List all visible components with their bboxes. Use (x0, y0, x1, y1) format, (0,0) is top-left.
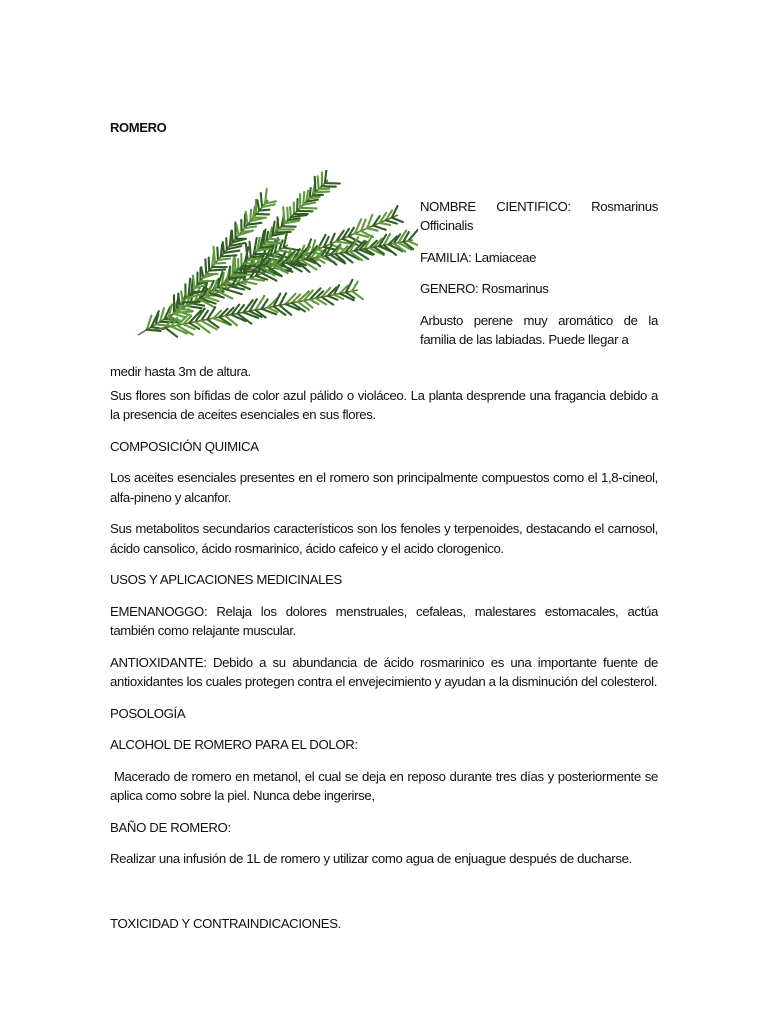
heading-alcohol: ALCOHOL DE ROMERO PARA EL DOLOR: (110, 737, 358, 752)
sprig-leaf (183, 301, 200, 302)
sprig-leaf (251, 256, 264, 257)
description-continuation: medir hasta 3m de altura. (110, 363, 251, 379)
intro-block (110, 162, 658, 379)
paragraph-emenagogo: EMENANOGGO: Relaja los dolores menstruales, cefaleas, malestares estomacales, actúa también como relajante muscular. (110, 603, 658, 638)
sprig-leaf (316, 191, 330, 192)
family: FAMILIA: Lamiaceae (420, 249, 537, 265)
sprig-leaf (257, 200, 259, 211)
sprig-leaf (236, 224, 238, 235)
sprig-leaf (392, 217, 403, 222)
sprig-leaf (215, 262, 225, 263)
heading-posology: POSOLOGÍA (110, 705, 186, 721)
sprig-leaf (221, 255, 237, 256)
sprig-leaf (269, 238, 279, 239)
genus: GENERO: Rosmarinus (420, 281, 549, 296)
spacer (110, 881, 658, 914)
sprig-leaf (209, 269, 225, 270)
sprig-leaf (223, 242, 224, 253)
scientific-info (420, 197, 658, 350)
description-start: Arbusto perene muy aromático de la familia de las labiadas. Puede llegar a (420, 312, 658, 347)
paragraph-maceration: Macerado de romero en metanol, el cual se deja en reposo durante tres días y posteriormente se aplica como sobre la piel. Nunca debe ingerirse, (110, 768, 662, 803)
paragraph-oils: Los aceites esenciales presentes en el romero son principalmente compuestos como el 1,8-cineol, alfa-pineno y alcanfor. (110, 470, 658, 505)
sprig-leaf (250, 241, 251, 257)
sprig-leaf (287, 207, 288, 219)
paragraph-infusion: Realizar una infusión de 1L de romero y utilizar como agua de enjuague después de ducharse. (110, 851, 632, 866)
sprig-leaf (313, 194, 323, 195)
sprig-leaf (300, 207, 316, 208)
sprig-leaf (173, 313, 185, 317)
sprig-leaf (322, 186, 336, 187)
scientific-name: NOMBRE CIENTIFICO: Rosmarinus Officinalis (420, 198, 658, 233)
sprig-leaf (235, 256, 236, 272)
sprig-leaf (276, 231, 291, 232)
document-title: ROMERO (110, 120, 167, 135)
sprig-leaf (318, 176, 319, 189)
sprig-leaf (253, 206, 255, 217)
sprig-leaf (232, 274, 246, 275)
body-text (110, 386, 662, 934)
sprig-leaf (386, 220, 397, 223)
sprig-leaf (209, 257, 210, 270)
sprig-leaf (242, 231, 253, 232)
sprig-leaf (315, 176, 316, 192)
document-content (110, 118, 662, 945)
sprig-leaf (174, 311, 193, 312)
sprig-leaf (259, 209, 269, 210)
sprig-leaf (221, 244, 222, 256)
sprig-leaf (297, 199, 298, 211)
sprig-leaf (303, 192, 304, 205)
sprig-leaf (218, 258, 230, 260)
paragraph-flowers: Sus flores son bífidas de color azul pálido o violáceo. La planta desprende una fragancia debido a la presencia de aceites esenciales en sus flores. (110, 387, 658, 422)
heading-bath: BAÑO DE ROMERO: (110, 819, 231, 835)
heading-uses: USOS Y APLICACIONES MEDICINALES (110, 572, 342, 587)
heading-toxicity: TOXICIDAD Y CONTRAINDICACIONES. (110, 915, 341, 931)
sprig-leaf (217, 247, 218, 259)
sprig-leaf (232, 258, 233, 275)
sprig-leaf (229, 266, 230, 278)
sprig-leaf (181, 291, 183, 302)
sprig-leaf (193, 275, 195, 288)
sprig-leaf (290, 207, 291, 217)
rosemary-image (128, 170, 418, 346)
sprig-leaf (246, 211, 248, 224)
sprig-leaf (205, 259, 206, 274)
sprig-leaf (225, 289, 242, 294)
sprig-leaf (277, 217, 278, 229)
sprig-leaf (310, 188, 311, 199)
sprig-leaf (232, 230, 233, 242)
sprig-leaf (319, 188, 329, 189)
sprig-leaf (245, 214, 246, 228)
sprig-leaf (242, 265, 256, 266)
heading-composition: COMPOSICIÓN QUIMICA (110, 438, 259, 454)
sprig-leaf (367, 228, 378, 231)
sprig-leaf (156, 324, 172, 326)
sprig-leaf (266, 241, 281, 242)
sprig-leaf (238, 268, 248, 269)
sprig-leaf (261, 193, 262, 207)
sprig-leaf (226, 238, 227, 249)
paragraph-metabolites: Sus metabolitos secundarios característicos son los fenoles y terpenoides, destacando el carnosol, ácido cansolico, ácido rosmarinico, ácido cafeico y el acido clorogenico. (110, 521, 658, 556)
sprig-leaf (250, 209, 251, 221)
sprig-leaf (380, 222, 391, 224)
paragraph-antioxidant: ANTIOXIDANTE: Debido a su abundancia de ácido rosmarinico es una importante fuente de antioxidantes los cuales protegen contra el envejecimiento y ayudan a la disminución del colesterol. (110, 654, 658, 689)
